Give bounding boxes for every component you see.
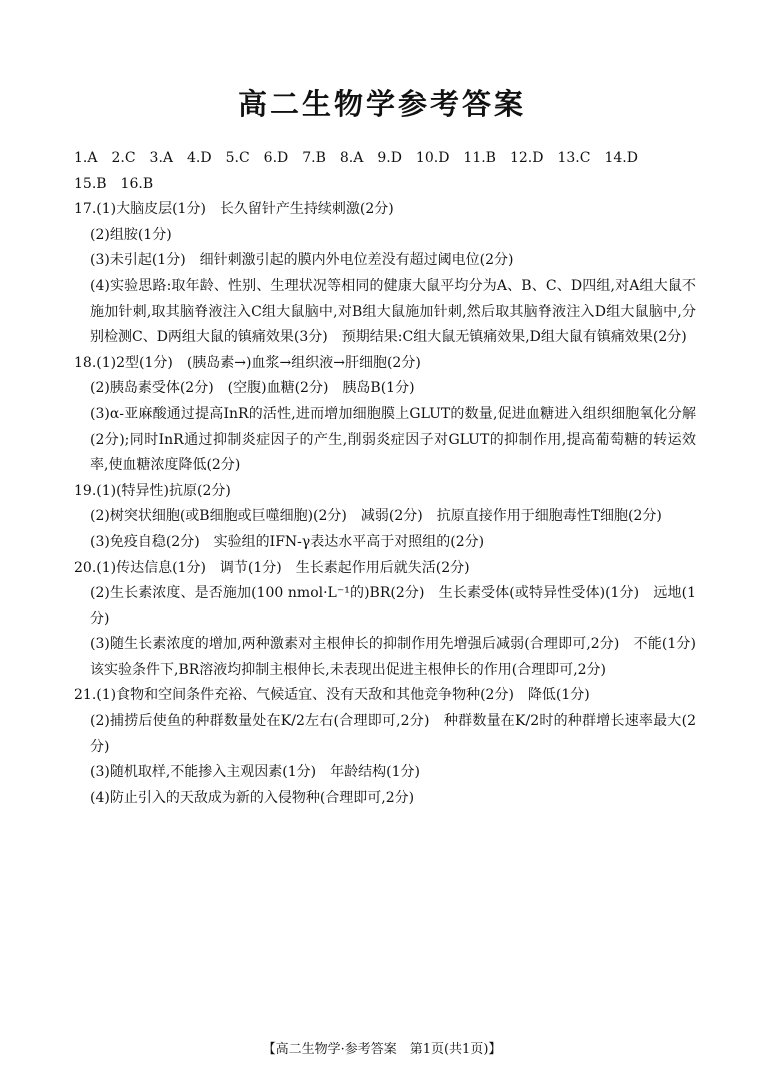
answer-line: 19.(1)(特异性)抗原(2分) <box>74 482 231 499</box>
answer-line: (2)生长素浓度、是否施加(100 nmol·L⁻¹的)BR(2分) 生长素受体(或特异性受体)(1分) 远地(1分) <box>90 585 696 627</box>
page-title: 高二生物学参考答案 <box>237 87 526 121</box>
answer-line: (3)随生长素浓度的增加,两种激素对主根伸长的抑制作用先增强后减弱(合理即可,2分) 不能(1分) 该实验条件下,BR溶液均抑制主根伸长,未表现出促进主根伸长的作用(合理即可,2分) <box>90 636 710 678</box>
answer-line: 21.(1)食物和空间条件充裕、气候适宜、没有天敌和其他竞争物种(2分) 降低(1分) <box>74 687 590 704</box>
answer-line: (2)捕捞后使鱼的种群数量处在K/2左右(合理即可,2分) 种群数量在K/2时的种群增长速率最大(2分) <box>90 713 696 755</box>
answer-line: 17.(1)大脑皮层(1分) 长久留针产生持续刺激(2分) <box>74 201 394 218</box>
answer-line: (3)α-亚麻酸通过提高InR的活性,进而增加细胞膜上GLUT的数量,促进血糖进入组织细胞氧化分解(2分);同时InR通过抑制炎症因子的产生,削弱炎症因子对GLUT的抑制作用,提高葡萄糖的转运效率,使血糖浓度降低(2分) <box>90 405 696 474</box>
answer-line: (4)防止引入的天敌成为新的入侵物种(合理即可,2分) <box>90 789 415 806</box>
answer-line: (3)随机取样,不能掺入主观因素(1分) 年龄结构(1分) <box>90 764 420 781</box>
answer-line: 18.(1)2型(1分) (胰岛素→)血浆→组织液→肝细胞(2分) <box>74 354 421 371</box>
answer-line: (2)组胺(1分) <box>90 226 172 243</box>
answer-line: 1.A 2.C 3.A 4.D 5.C 6.D 7.B 8.A 9.D 10.D 11.B 12.D 13.C 14.D <box>74 150 638 166</box>
answer-content <box>74 146 710 811</box>
answer-line: (4)实验思路:取年龄、性别、生理状况等相同的健康大鼠平均分为A、B、C、D四组,对A组大鼠不施加针刺,取其脑脊液注入C组大鼠脑中,对B组大鼠施加针刺,然后取其脑脊液注入D组大鼠脑中,分别检测C、D两组大鼠的镇痛效果(3分) 预期结果:C组大鼠无镇痛效果,D组大鼠有镇痛效果(2分) <box>90 277 696 346</box>
answer-line: (2)树突状细胞(或B细胞或巨噬细胞)(2分) 减弱(2分) 抗原直接作用于细胞毒性T细胞(2分) <box>90 508 662 525</box>
answer-line: (3)未引起(1分) 细针刺激引起的膜内外电位差没有超过阈电位(2分) <box>90 252 514 269</box>
answer-line: 20.(1)传达信息(1分) 调节(1分) 生长素起作用后就失活(2分) <box>74 559 470 576</box>
answer-line: (2)胰岛素受体(2分) (空腹)血糖(2分) 胰岛B(1分) <box>90 380 415 397</box>
answer-line: 15.B 16.B <box>74 175 154 192</box>
answer-line: (3)免疫自稳(2分) 实验组的IFN-γ表达水平高于对照组的(2分) <box>90 533 485 550</box>
page-footer: 【高二生物学·参考答案 第1页(共1页)】 <box>262 1042 502 1057</box>
